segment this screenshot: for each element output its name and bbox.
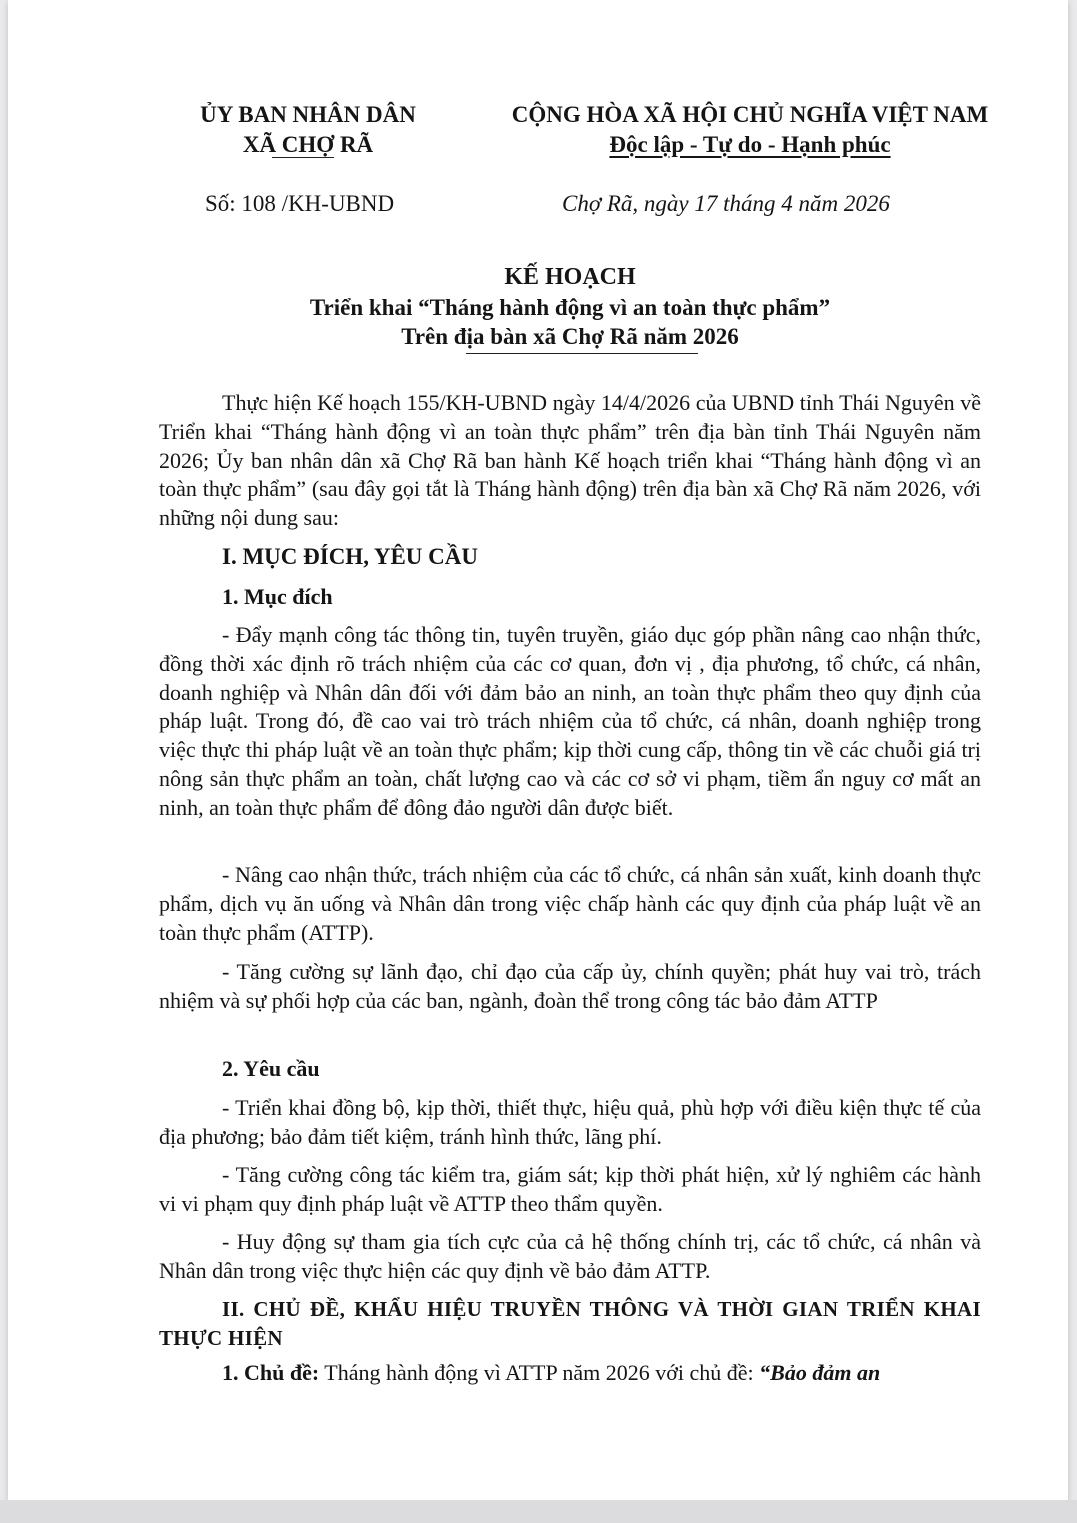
title-underline [466,353,698,354]
requirement-paragraph-3: - Huy động sự tham gia tích cực của cả hệ thống chính trị, các tổ chức, cá nhân và Nhân dân trong việc thực hiện các quy định về bảo đảm ATTP. [159,1229,981,1283]
bottom-strip [0,1500,1077,1523]
requirement-paragraph-2: - Tăng cường công tác kiểm tra, giám sát; kịp thời phát hiện, xử lý nghiêm các hành vi vi phạm quy định pháp luật về ATTP theo thẩm quyền. [159,1162,981,1216]
purpose-paragraph-1: - Đẩy mạnh công tác thông tin, tuyên truyền, giáo dục góp phần nâng cao nhận thức, đồng thời xác định rõ trách nhiệm của các cơ quan, đơn vị , địa phương, tổ chức, cá nhân, doanh nghiệp và Nhân dân đối với đảm bảo an ninh, an toàn thực phẩm theo quy định của pháp luật. Trong đó, đề cao vai trò trách nhiệm của tổ chức, cá nhân, doanh nghiệp trong việc thực thi pháp luật về an toàn thực phẩm; kịp thời cung cấp, thông tin về các chuỗi giá trị nông sản thực phẩm an toàn, chất lượng cao và các cơ sở vi phạm, tiềm ẩn nguy cơ mất an ninh, an toàn thực phẩm để đông đảo người dân được biết. [159,622,981,820]
document-title: KẾ HOẠCH [504,264,636,290]
section-heading-1: I. MỤC ĐÍCH, YÊU CẦU [222,544,478,569]
theme-label: 1. Chủ đề: [222,1360,320,1385]
intro-paragraph: Thực hiện Kế hoạch 155/KH-UBND ngày 14/4/2026 của UBND tỉnh Thái Nguyên về Triển khai “Tháng hành động vì an toàn thực phẩm” trên địa bàn tỉnh Thái Nguyên năm 2026; Ủy ban nhân dân xã Chợ Rã ban hành Kế hoạch triển khai “Tháng hành động vì an toàn thực phẩm” (sau đây gọi tắt là Tháng hành động) trên địa bàn xã Chợ Rã năm 2026, với những nội dung sau: [159,390,981,531]
purpose-paragraph-3: - Tăng cường sự lãnh đạo, chỉ đạo của cấp ủy, chính quyền; phát huy vai trò, trách nhiệm và sự phối hợp của các ban, ngành, đoàn thể trong công tác bảo đảm ATTP [159,959,981,1013]
theme-line [222,1360,880,1386]
place-date: Chợ Rã, ngày 17 tháng 4 năm 2026 [562,191,890,216]
document-subtitle-line1: Triển khai “Tháng hành động vì an toàn thực phẩm” [309,295,831,320]
nation-name: CỘNG HÒA XÃ HỘI CHỦ NGHĨA VIỆT NAM [511,102,989,127]
nation-motto: Độc lập - Tự do - Hạnh phúc [609,132,891,157]
requirement-paragraph-1: - Triển khai đồng bộ, kịp thời, thiết thực, hiệu quả, phù hợp với điều kiện thực tế của địa phương; bảo đảm tiết kiệm, tránh hình thức, lãng phí. [159,1095,981,1149]
purpose-paragraph-2: - Nâng cao nhận thức, trách nhiệm của các tổ chức, cá nhân sản xuất, kinh doanh thực phẩm, dịch vụ ăn uống và Nhân dân trong việc chấp hành các quy định của pháp luật về an toàn thực phẩm (ATTP). [159,862,981,945]
theme-quote: “Bảo đảm an [759,1360,881,1385]
document-subtitle-line2: Trên địa bàn xã Chợ Rã năm 2026 [401,324,739,349]
org-name: ỦY BAN NHÂN DÂN [200,102,416,127]
org-underline [272,157,334,158]
section-heading-2: II. CHỦ ĐỀ, KHẨU HIỆU TRUYỀN THÔNG VÀ THỜI GIAN TRIỂN KHAI THỰC HIỆN [159,1297,981,1350]
theme-text: Tháng hành động vì ATTP năm 2026 với chủ đề: [319,1360,760,1385]
org-unit: XÃ CHỢ RÃ [242,132,374,157]
document-number: Số: 108 /KH-UBND [205,191,395,216]
subsection-heading-purpose: 1. Mục đích [222,584,333,609]
subsection-heading-requirements: 2. Yêu cầu [222,1056,320,1081]
